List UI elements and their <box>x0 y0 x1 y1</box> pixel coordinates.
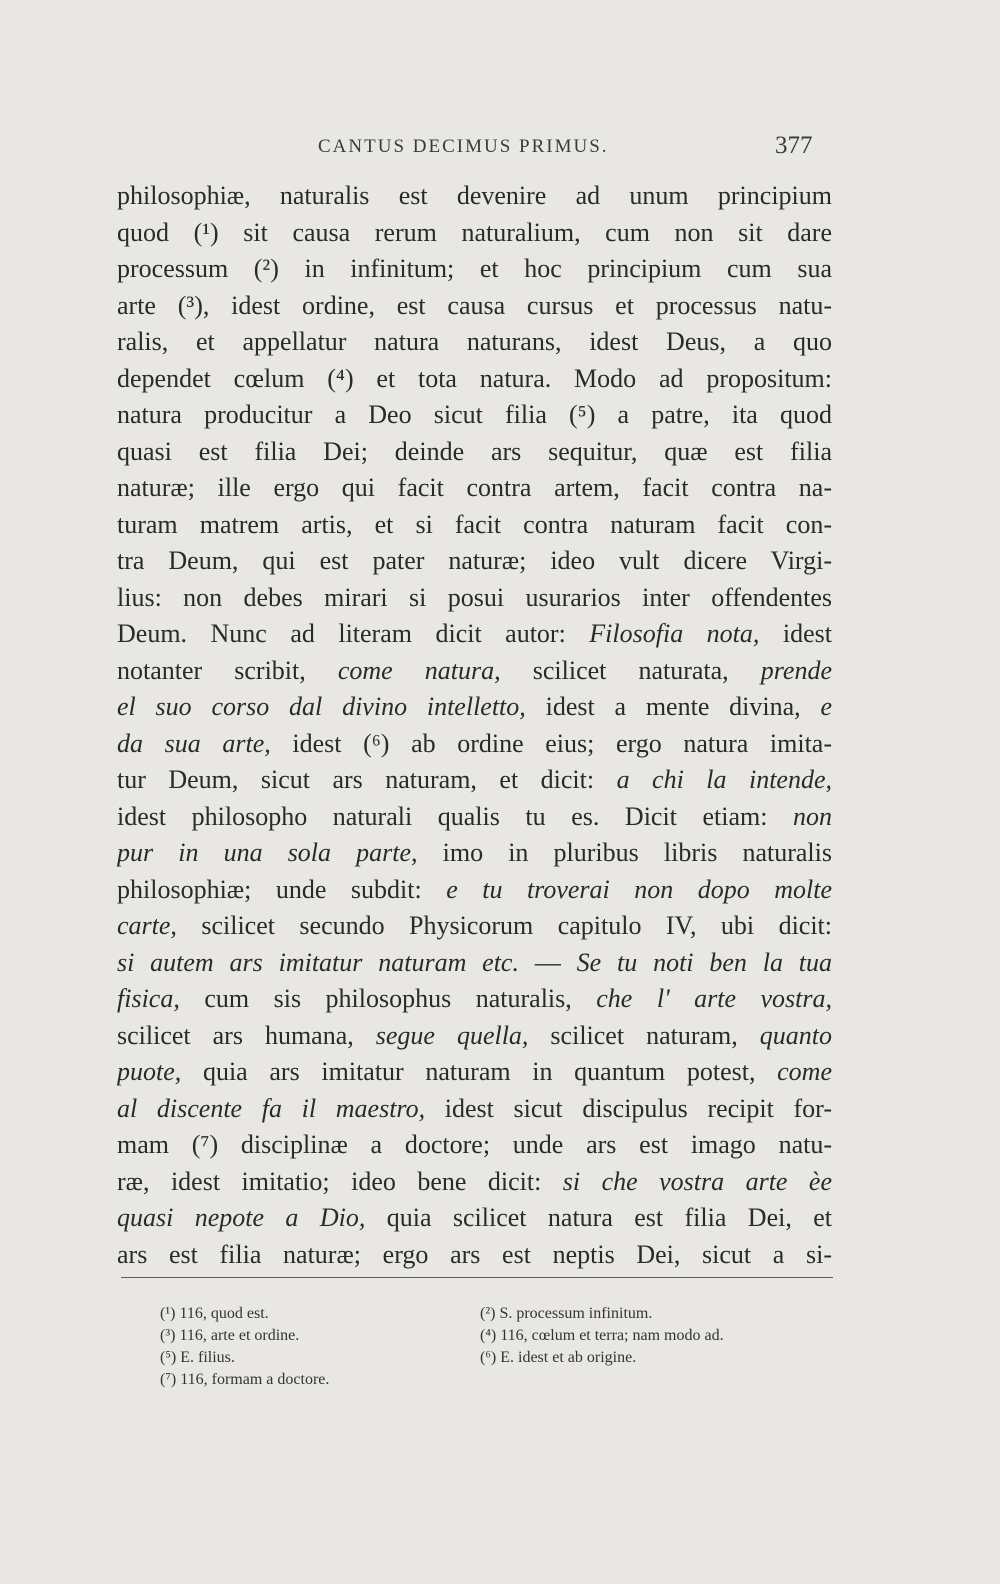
page-number: 377 <box>775 132 813 159</box>
text-run: lius: non debes mirari si posui usurarios inter offendentes <box>117 582 832 612</box>
footnote: (²) S. processum infinitum. <box>480 1305 653 1322</box>
text-line <box>117 251 832 288</box>
text-line <box>117 945 832 982</box>
text-run: naturæ; ille ergo qui facit contra artem, facit contra na- <box>117 473 832 502</box>
text-run: turam matrem artis, et si facit contra naturam facit con- <box>117 509 832 539</box>
text-line <box>117 361 832 398</box>
italic-quote: al discente fa il maestro, <box>117 1093 426 1123</box>
footnote: (⁴) 116, cœlum et terra; nam modo ad. <box>480 1327 724 1344</box>
italic-quote: da sua arte, <box>117 728 271 758</box>
text-line <box>117 507 832 544</box>
text-run: ars est filia naturæ; ergo ars est neptis Dei, sicut a si- <box>117 1239 832 1269</box>
text-line <box>117 397 832 434</box>
text-run: imo in pluribus libris naturalis <box>417 838 832 867</box>
text-run: cum sis philosophus naturalis, <box>179 984 597 1013</box>
text-run: idest a mente divina, <box>525 692 821 721</box>
text-line <box>117 908 832 945</box>
italic-quote: quasi nepote a Dio, <box>117 1203 366 1232</box>
footnote: (³) 116, arte et ordine. <box>160 1327 300 1344</box>
running-title: CANTUS DECIMUS PRIMUS. <box>318 136 609 157</box>
text-run: ralis, et appellatur natura naturans, idest Deus, a quo <box>117 327 832 356</box>
italic-quote: si che vostra arte èe <box>562 1166 832 1196</box>
text-run: Deum. Nunc ad literam dicit autor: <box>117 619 590 648</box>
text-run: idest philosopho naturali qualis tu es. Dicit etiam: <box>117 801 793 831</box>
text-run: — <box>518 947 577 977</box>
italic-quote: carte, <box>117 911 177 940</box>
footnote-row <box>160 1347 850 1369</box>
italic-quote: segue quella, <box>375 1020 529 1050</box>
footnote: (⁶) E. idest et ab origine. <box>480 1349 637 1366</box>
text-line <box>117 981 832 1018</box>
text-run: scilicet ars humana, <box>117 1020 376 1050</box>
text-line <box>117 1127 832 1164</box>
footnote-row <box>160 1369 850 1391</box>
text-line <box>117 872 832 909</box>
text-line <box>117 1054 832 1091</box>
text-line <box>117 689 832 726</box>
text-run: mam (⁷) disciplinæ a doctore; unde ars est imago natu- <box>117 1130 832 1159</box>
footnote-rule <box>121 1277 833 1278</box>
footnote-row <box>160 1325 850 1347</box>
text-line <box>117 470 832 507</box>
italic-quote: fisica, <box>117 984 180 1013</box>
text-line <box>117 215 832 252</box>
text-run: idest <box>759 619 832 648</box>
text-line <box>117 543 832 580</box>
italic-quote: Filosofia nota, <box>589 619 760 648</box>
text-run: philosophiæ, naturalis est devenire ad unum principium <box>117 181 832 210</box>
text-run: processum (²) in infinitum; et hoc principium cum sua <box>117 254 832 283</box>
text-line <box>117 1091 832 1128</box>
text-line <box>117 1164 832 1201</box>
text-run: quasi est filia Dei; deinde ars sequitur, quæ est filia <box>117 436 832 466</box>
text-run: quia ars imitatur naturam in quantum potest, <box>181 1057 778 1086</box>
text-run: ræ, idest imitatio; ideo bene dicit: <box>117 1166 563 1196</box>
text-run: idest sicut discipulus recipit for- <box>425 1093 832 1123</box>
text-line <box>117 762 832 799</box>
text-line <box>117 434 832 471</box>
italic-quote: non <box>793 801 832 831</box>
text-run: scilicet naturata, <box>500 655 761 685</box>
italic-quote: puote, <box>117 1057 182 1086</box>
text-line <box>117 616 832 653</box>
text-run: idest (⁶) ab ordine eius; ergo natura imita- <box>270 728 832 758</box>
italic-quote: che l' arte vostra, <box>596 984 832 1013</box>
text-run: arte (³), idest ordine, est causa cursus et processus natu- <box>117 290 832 320</box>
text-line <box>117 324 832 361</box>
italic-quote: quanto <box>759 1020 832 1050</box>
italic-quote: prende <box>760 655 832 685</box>
italic-quote: e <box>820 692 832 721</box>
footnote: (¹) 116, quod est. <box>160 1305 269 1322</box>
text-line <box>117 799 832 836</box>
running-head <box>0 132 1000 162</box>
text-run: quod (¹) sit causa rerum naturalium, cum non sit dare <box>117 217 832 247</box>
text-line <box>117 1200 832 1237</box>
text-run: scilicet secundo Physicorum capitulo IV, ubi dicit: <box>176 911 832 940</box>
italic-quote: come <box>777 1057 832 1086</box>
italic-quote: Se tu noti ben la tua <box>576 947 832 977</box>
text-run: quia scilicet natura est filia Dei, et <box>365 1203 832 1232</box>
italic-quote: e tu troverai non dopo molte <box>446 874 832 904</box>
text-run: dependet cœlum (⁴) et tota natura. Modo ad propositum: <box>117 363 832 393</box>
text-run: philosophiæ; unde subdit: <box>117 874 447 904</box>
text-line <box>117 178 832 215</box>
italic-quote: si autem ars imitatur naturam etc. <box>117 947 519 977</box>
text-run: natura producitur a Deo sicut filia (⁵) a patre, ita quod <box>117 400 832 429</box>
footnote: (⁷) 116, formam a doctore. <box>160 1371 330 1388</box>
italic-quote: a chi la intende, <box>616 765 832 794</box>
italic-quote: pur in una sola parte, <box>117 838 418 867</box>
footnotes <box>160 1303 850 1391</box>
italic-quote: come natura, <box>337 655 501 685</box>
footnote-row <box>160 1303 850 1325</box>
text-run: tur Deum, sicut ars naturam, et dicit: <box>117 765 617 794</box>
text-line <box>117 1237 832 1274</box>
text-line <box>117 653 832 690</box>
footnote: (⁵) E. filius. <box>160 1349 235 1366</box>
italic-quote: el suo corso dal divino intelletto, <box>117 692 526 721</box>
text-line <box>117 288 832 325</box>
text-line <box>117 835 832 872</box>
text-run: tra Deum, qui est pater naturæ; ideo vult dicere Virgi- <box>117 546 832 575</box>
text-line <box>117 1018 832 1055</box>
text-run: notanter scribit, <box>117 655 338 685</box>
text-line <box>117 726 832 763</box>
body-text <box>117 178 832 1273</box>
text-run: scilicet naturam, <box>528 1020 760 1050</box>
text-line <box>117 580 832 617</box>
